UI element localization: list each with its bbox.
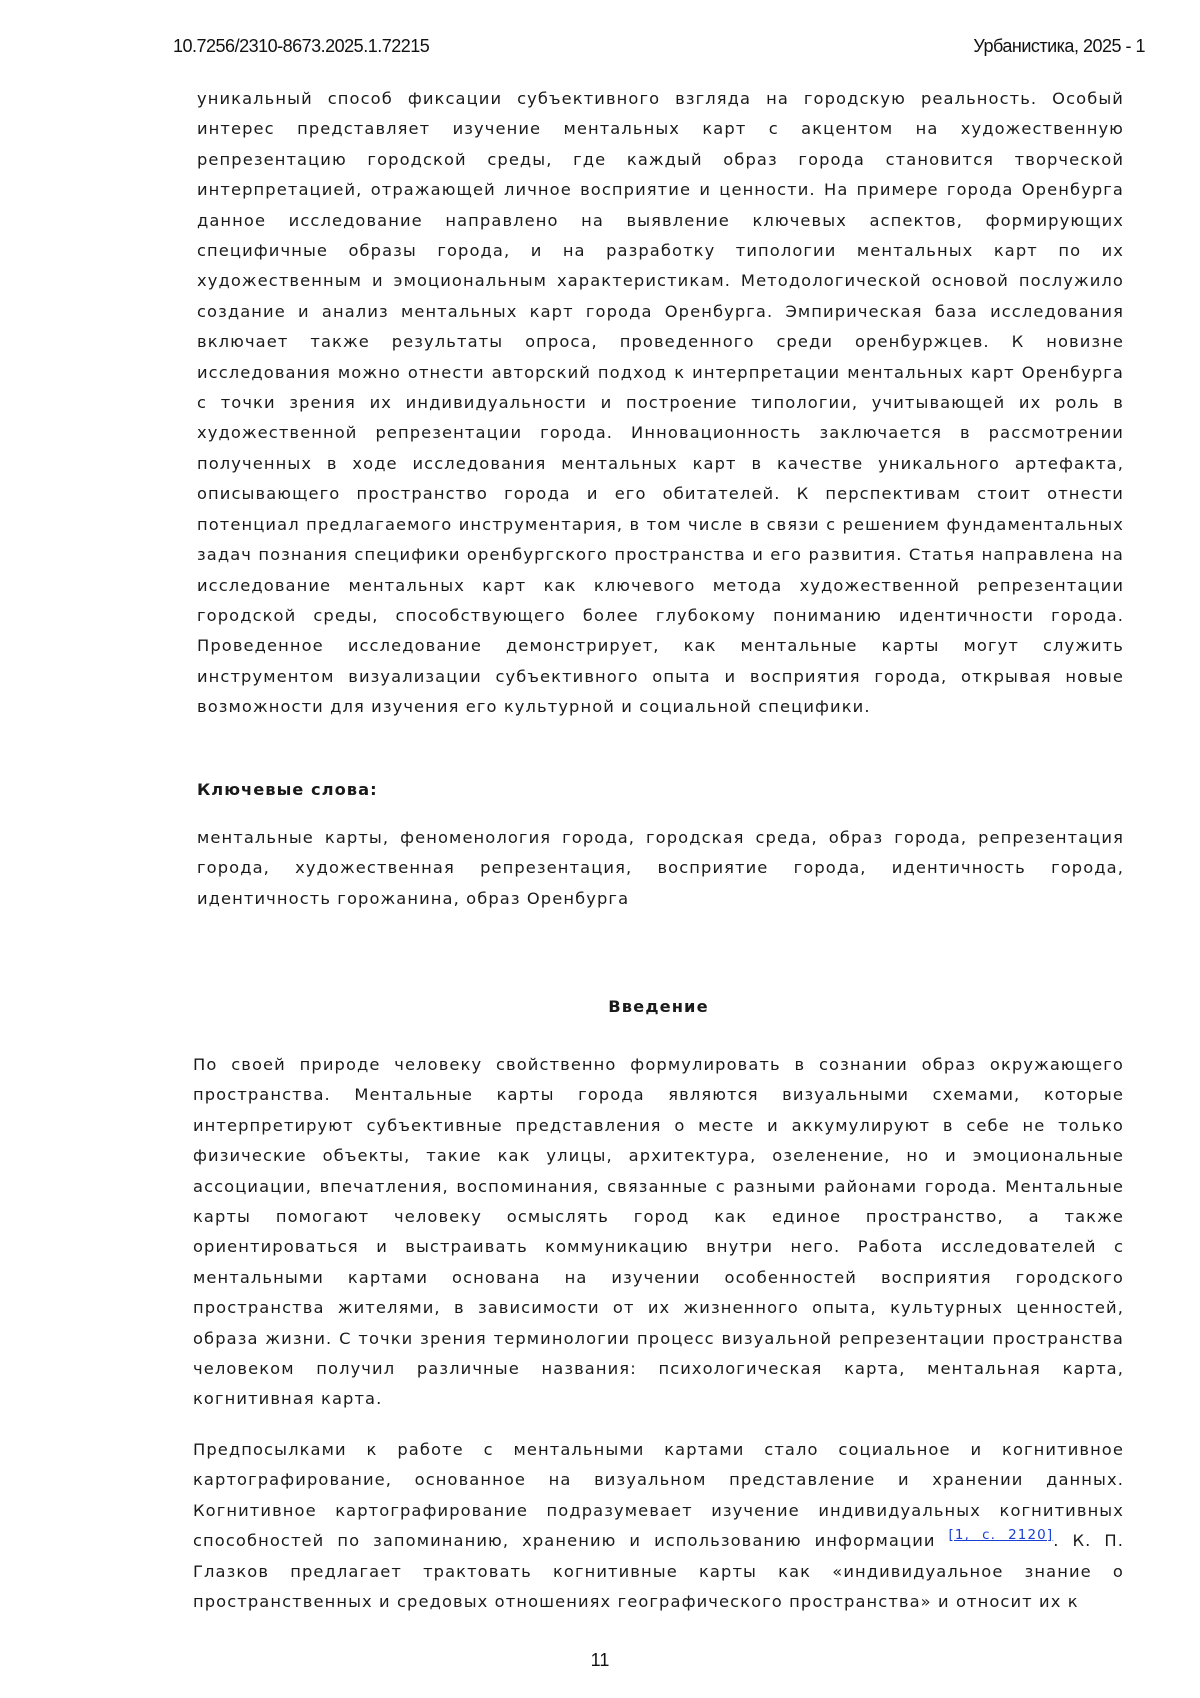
introduction-section — [193, 1050, 1124, 1617]
citation-link[interactable]: [1, с. 2120] — [949, 1527, 1054, 1543]
keywords-list: ментальные карты, феноменология города, городская среда, образ города, репрезентация города, художественная репрезентация, восприятие города, идентичность города, идентичность горожанина, образ Оренбурга — [197, 823, 1124, 914]
keywords-heading: Ключевые слова: — [197, 775, 1124, 805]
intro-paragraph-2-start: Предпосылками к работе с ментальными картами стало социальное и когнитивное картографирование, основанное на визуальном представление и хранении данных. Когнитивное картографирование подразумевает изучение индивидуальных когнитивных способностей по запоминанию, хранению и использованию информации — [193, 1440, 1124, 1550]
abstract-paragraph: уникальный способ фиксации субъективного взгляда на городскую реальность. Особый интерес представляет изучение ментальных карт с акцентом на художественную репрезентацию городской среды, где каждый образ города становится творческой интерпретацией, отражающей личное восприятие и ценности. На примере города Оренбурга данное исследование направлено на выявление ключевых аспектов, формирующих специфичные образы города, и на разработку типологии ментальных карт по их художественным и эмоциональным характеристикам. Методологической основой послужило создание и анализ ментальных карт города Оренбурга. Эмпирическая база исследования включает также результаты опроса, проведенного среди оренбуржцев. К новизне исследования можно отнести авторский подход к интерпретации ментальных карт Оренбурга с точки зрения их индивидуальности и построение типологии, учитывающей их роль в художественной репрезентации города. Инновационность заключается в рассмотрении полученных в ходе исследования ментальных карт в качестве уникального артефакта, описывающего пространство города и его обитателей. К перспективам стоит отнести потенциал предлагаемого инструментария, в том числе в связи с решением фундаментальных задач познания специфики оренбургского пространства и его развития. Статья направлена на исследование ментальных карт как ключевого метода художественной репрезентации городской среды, способствующего более глубокому пониманию идентичности города. Проведенное исследование демонстрирует, как ментальные карты могут служить инструментом визуализации субъективного опыта и восприятия города, открывая новые возможности для изучения его культурной и социальной специфики. — [197, 84, 1124, 723]
journal-issue: Урбанистика, 2025 - 1 — [973, 36, 1145, 57]
intro-paragraph-1: По своей природе человеку свойственно формулировать в сознании образ окружающего пространства. Ментальные карты города являются визуальными схемами, которые интерпретируют субъективные представления о месте и аккумулируют в себе не только физические объекты, такие как улицы, архитектура, озеленение, но и эмоциональные ассоциации, впечатления, воспоминания, связанные с разными районами города. Ментальные карты помогают человеку осмыслять город как единое пространство, а также ориентироваться и выстраивать коммуникацию внутри него. Работа исследователей с ментальными картами основана на изучении особенностей восприятия городского пространства жителями, в зависимости от их жизненного опыта, культурных ценностей, образа жизни. С точки зрения терминологии процесс визуальной репрезентации пространства человеком получил различные названия: психологическая карта, ментальная карта, когнитивная карта. — [193, 1050, 1124, 1415]
abstract-section — [197, 84, 1124, 914]
page-header — [173, 36, 1145, 64]
doi-text: 10.7256/2310-8673.2025.1.72215 — [173, 36, 429, 57]
introduction-heading: Введение — [193, 997, 1124, 1016]
intro-paragraph-2 — [193, 1435, 1124, 1617]
page-number: 11 — [0, 1650, 1200, 1671]
intro-paragraph-2-end: . К. П. Глазков предлагает трактовать когнитивные карты как «индивидуальное знание о пространственных и средовых отношениях географического пространства» и относит их к — [193, 1531, 1124, 1611]
